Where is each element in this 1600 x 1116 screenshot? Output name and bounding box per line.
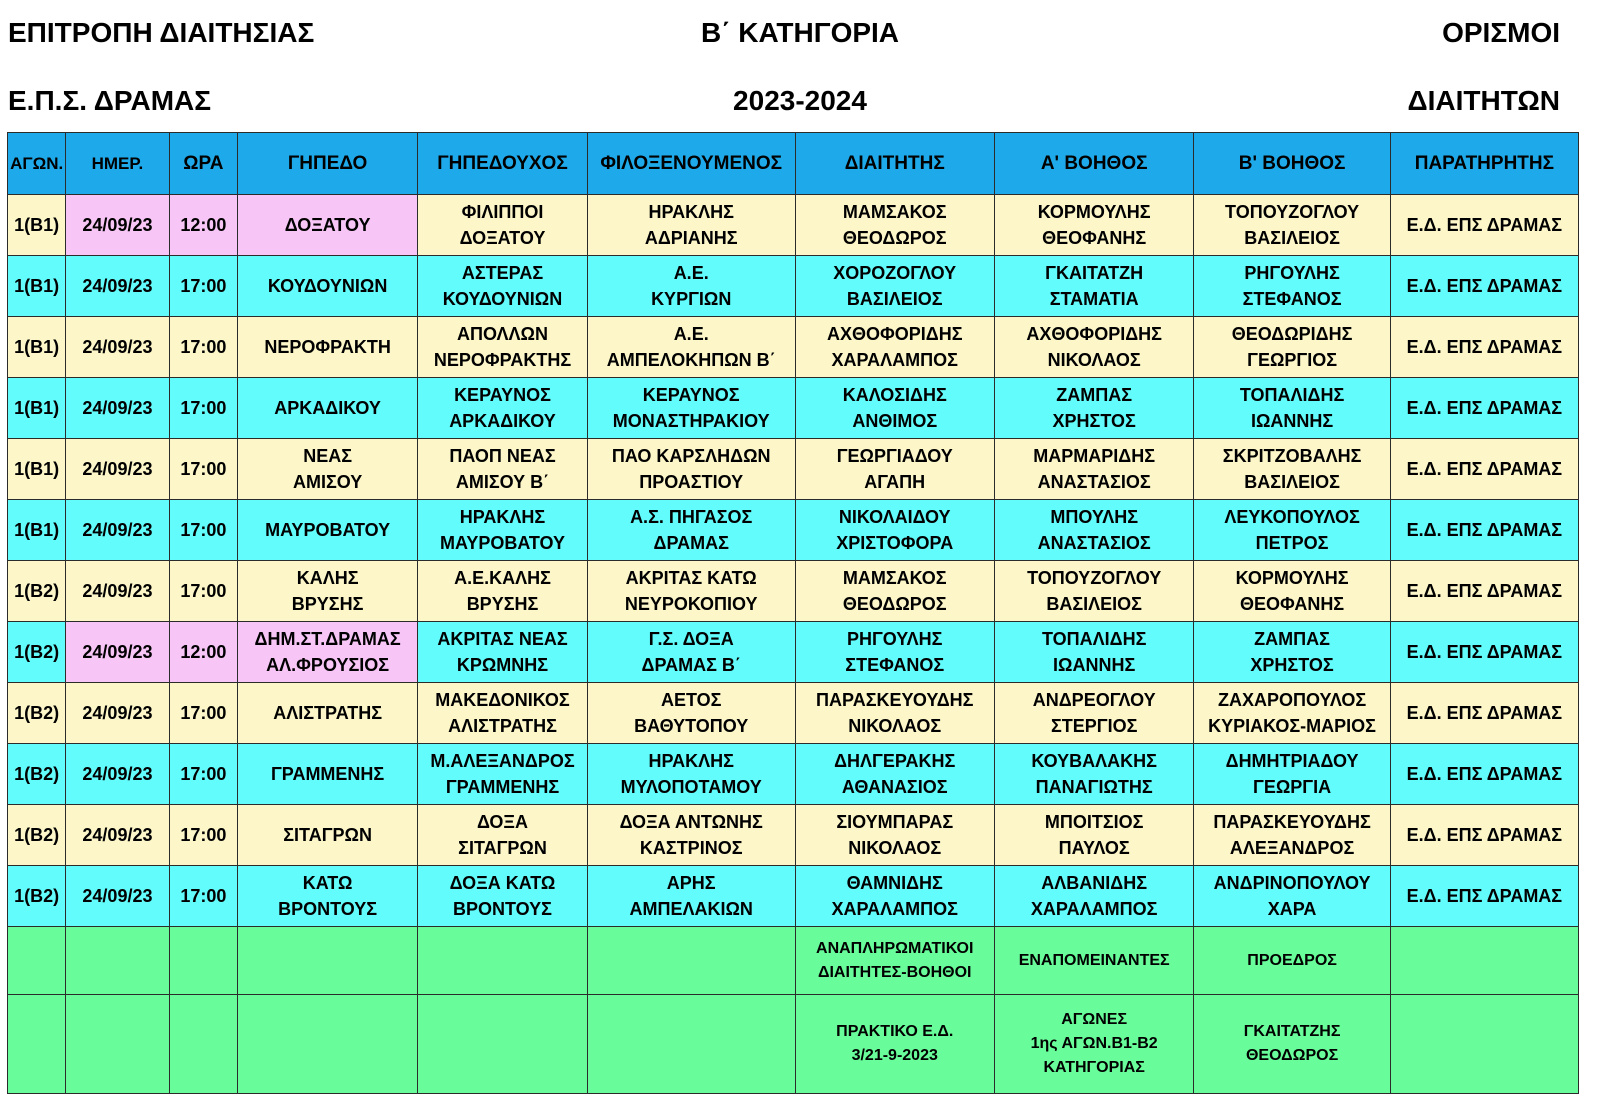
referee: ΧΟΡΟΖΟΓΛΟΥ ΒΑΣΙΛΕΙΟΣ — [795, 256, 994, 317]
table-row — [8, 683, 1579, 744]
home-team: Α.Ε.ΚΑΛΗΣ ΒΡΥΣΗΣ — [418, 561, 588, 622]
match-field: ΔΟΞΑΤΟΥ — [238, 195, 418, 256]
match-field: ΝΕΡΟΦΡΑΚΤΗ — [238, 317, 418, 378]
empty-cell — [66, 995, 169, 1094]
table-row — [8, 378, 1579, 439]
referee: ΜΑΜΣΑΚΟΣ ΘΕΟΔΩΡΟΣ — [795, 195, 994, 256]
observer: Ε.Δ. ΕΠΣ ΔΡΑΜΑΣ — [1390, 744, 1578, 805]
match-field: ΔΗΜ.ΣΤ.ΔΡΑΜΑΣ ΑΛ.ΦΡΟΥΣΙΟΣ — [238, 622, 418, 683]
table-row — [8, 439, 1579, 500]
match-date: 24/09/23 — [66, 683, 169, 744]
match-field: ΣΙΤΑΓΡΩΝ — [238, 805, 418, 866]
home-team: ΜΑΚΕΔΟΝΙΚΟΣ ΑΛΙΣΤΡΑΤΗΣ — [418, 683, 588, 744]
match-time: 17:00 — [169, 805, 238, 866]
away-team: ΗΡΑΚΛΗΣ ΜΥΛΟΠΟΤΑΜΟΥ — [587, 744, 795, 805]
match-time: 17:00 — [169, 378, 238, 439]
table-row — [8, 561, 1579, 622]
empty-cell — [1390, 927, 1578, 995]
assistant-1: ΜΠΟΙΤΣΙΟΣ ΠΑΥΛΟΣ — [994, 805, 1193, 866]
col-header-home: ΓΗΠΕΔΟΥΧΟΣ — [418, 133, 588, 195]
away-team: ΠΑΟ ΚΑΡΣΛΗΔΩΝ ΠΡΟΑΣΤΙΟΥ — [587, 439, 795, 500]
col-header-assistant2: Β' ΒΟΗΘΟΣ — [1194, 133, 1390, 195]
away-team: ΑΡΗΣ ΑΜΠΕΛΑΚΙΩΝ — [587, 866, 795, 927]
home-team: ΚΕΡΑΥΝΟΣ ΑΡΚΑΔΙΚΟΥ — [418, 378, 588, 439]
assistant-1: ΜΠΟΥΛΗΣ ΑΝΑΣΤΑΣΙΟΣ — [994, 500, 1193, 561]
assistant-2: ΖΑΧΑΡΟΠΟΥΛΟΣ ΚΥΡΙΑΚΟΣ-ΜΑΡΙΟΣ — [1194, 683, 1390, 744]
away-team: ΑΚΡΙΤΑΣ ΚΑΤΩ ΝΕΥΡΟΚΟΠΙΟΥ — [587, 561, 795, 622]
president-label: ΠΡΟΕΔΡΟΣ — [1194, 927, 1390, 995]
match-date: 24/09/23 — [66, 500, 169, 561]
home-team: Μ.ΑΛΕΞΑΝΔΡΟΣ ΓΡΑΜΜΕΝΗΣ — [418, 744, 588, 805]
match-date: 24/09/23 — [66, 195, 169, 256]
assistant-2: ΘΕΟΔΩΡΙΔΗΣ ΓΕΩΡΓΙΟΣ — [1194, 317, 1390, 378]
federation-title: Ε.Π.Σ. ΔΡΑΜΑΣ — [8, 85, 212, 116]
match-field: ΑΡΚΑΔΙΚΟΥ — [238, 378, 418, 439]
assistant-2: ΛΕΥΚΟΠΟΥΛΟΣ ΠΕΤΡΟΣ — [1194, 500, 1390, 561]
table-row — [8, 317, 1579, 378]
assistant-2: ΤΟΠΟΥΖΟΓΛΟΥ ΒΑΣΙΛΕΙΟΣ — [1194, 195, 1390, 256]
empty-cell — [587, 995, 795, 1094]
referee: ΜΑΜΣΑΚΟΣ ΘΕΟΔΩΡΟΣ — [795, 561, 994, 622]
assistant-1: ΑΛΒΑΝΙΔΗΣ ΧΑΡΑΛΑΜΠΟΣ — [994, 866, 1193, 927]
assistant-1: ΜΑΡΜΑΡΙΔΗΣ ΑΝΑΣΤΑΣΙΟΣ — [994, 439, 1193, 500]
match-code: 1(Β2) — [8, 622, 66, 683]
match-time: 17:00 — [169, 866, 238, 927]
empty-cell — [8, 927, 66, 995]
match-code: 1(Β1) — [8, 500, 66, 561]
referee: ΘΑΜΝΙΔΗΣ ΧΑΡΑΛΑΜΠΟΣ — [795, 866, 994, 927]
assistant-1: ΑΝΔΡΕΟΓΛΟΥ ΣΤΕΡΓΙΟΣ — [994, 683, 1193, 744]
assistant-2: ΠΑΡΑΣΚΕΥΟΥΔΗΣ ΑΛΕΞΑΝΔΡΟΣ — [1194, 805, 1390, 866]
season-title: 2023-2024 — [733, 85, 867, 116]
match-date: 24/09/23 — [66, 378, 169, 439]
away-team: Α.Ε. ΑΜΠΕΛΟΚΗΠΩΝ Β΄ — [587, 317, 795, 378]
home-team: ΦΙΛΙΠΠΟΙ ΔΟΞΑΤΟΥ — [418, 195, 588, 256]
empty-cell — [66, 927, 169, 995]
assistant-1: ΤΟΠΟΥΖΟΓΛΟΥ ΒΑΣΙΛΕΙΟΣ — [994, 561, 1193, 622]
match-field: ΝΕΑΣ ΑΜΙΣΟΥ — [238, 439, 418, 500]
match-code: 1(Β2) — [8, 866, 66, 927]
match-code: 1(Β1) — [8, 378, 66, 439]
assistant-2: ΖΑΜΠΑΣ ΧΡΗΣΤΟΣ — [1194, 622, 1390, 683]
observer: Ε.Δ. ΕΠΣ ΔΡΑΜΑΣ — [1390, 561, 1578, 622]
match-date: 24/09/23 — [66, 561, 169, 622]
home-team: ΑΠΟΛΛΩΝ ΝΕΡΟΦΡΑΚΤΗΣ — [418, 317, 588, 378]
minutes-reference: ΠΡΑΚΤΙΚΟ Ε.Δ. 3/21-9-2023 — [795, 995, 994, 1094]
home-team: ΠΑΟΠ ΝΕΑΣ ΑΜΙΣΟΥ Β΄ — [418, 439, 588, 500]
referee: ΚΑΛΟΣΙΔΗΣ ΑΝΘΙΜΟΣ — [795, 378, 994, 439]
table-header-row — [8, 133, 1579, 195]
footer-row-minutes — [8, 995, 1579, 1094]
referee: ΑΧΘΟΦΟΡΙΔΗΣ ΧΑΡΑΛΑΜΠΟΣ — [795, 317, 994, 378]
match-time: 17:00 — [169, 500, 238, 561]
home-team: ΑΣΤΕΡΑΣ ΚΟΥΔΟΥΝΙΩΝ — [418, 256, 588, 317]
matches-reference: ΑΓΩΝΕΣ 1ης ΑΓΩΝ.Β1-Β2 ΚΑΤΗΓΟΡΙΑΣ — [994, 995, 1193, 1094]
match-code: 1(Β2) — [8, 561, 66, 622]
assistant-2: ΑΝΔΡΙΝΟΠΟΥΛΟΥ ΧΑΡΑ — [1194, 866, 1390, 927]
assistant-1: ΑΧΘΟΦΟΡΙΔΗΣ ΝΙΚΟΛΑΟΣ — [994, 317, 1193, 378]
away-team: ΚΕΡΑΥΝΟΣ ΜΟΝΑΣΤΗΡΑΚΙΟΥ — [587, 378, 795, 439]
table-row — [8, 622, 1579, 683]
col-header-match: ΑΓΩΝ. — [8, 133, 66, 195]
match-date: 24/09/23 — [66, 866, 169, 927]
president-name: ΓΚΑΙΤΑΤΖΗΣ ΘΕΟΔΩΡΟΣ — [1194, 995, 1390, 1094]
match-date: 24/09/23 — [66, 256, 169, 317]
committee-title: ΕΠΙΤΡΟΠΗ ΔΙΑΙΤΗΣΙΑΣ — [8, 17, 315, 48]
observer: Ε.Δ. ΕΠΣ ΔΡΑΜΑΣ — [1390, 439, 1578, 500]
empty-cell — [238, 995, 418, 1094]
assistant-2: ΚΟΡΜΟΥΛΗΣ ΘΕΟΦΑΝΗΣ — [1194, 561, 1390, 622]
empty-cell — [1390, 995, 1578, 1094]
match-time: 17:00 — [169, 439, 238, 500]
away-team: ΑΕΤΟΣ ΒΑΘΥΤΟΠΟΥ — [587, 683, 795, 744]
observer: Ε.Δ. ΕΠΣ ΔΡΑΜΑΣ — [1390, 683, 1578, 744]
observer: Ε.Δ. ΕΠΣ ΔΡΑΜΑΣ — [1390, 256, 1578, 317]
assignments-title: ΟΡΙΣΜΟΙ — [1442, 17, 1560, 48]
match-code: 1(Β2) — [8, 683, 66, 744]
referees-title: ΔΙΑΙΤΗΤΩΝ — [1407, 85, 1560, 116]
match-field: ΚΟΥΔΟΥΝΙΩΝ — [238, 256, 418, 317]
empty-cell — [169, 927, 238, 995]
empty-cell — [587, 927, 795, 995]
match-code: 1(Β1) — [8, 439, 66, 500]
match-date: 24/09/23 — [66, 744, 169, 805]
match-time: 12:00 — [169, 622, 238, 683]
empty-cell — [418, 927, 588, 995]
referee-schedule-table — [7, 132, 1579, 1094]
table-row — [8, 500, 1579, 561]
referee: ΔΗΛΓΕΡΑΚΗΣ ΑΘΑΝΑΣΙΟΣ — [795, 744, 994, 805]
match-time: 17:00 — [169, 683, 238, 744]
match-field: ΜΑΥΡΟΒΑΤΟΥ — [238, 500, 418, 561]
match-field: ΚΑΤΩ ΒΡΟΝΤΟΥΣ — [238, 866, 418, 927]
match-time: 17:00 — [169, 744, 238, 805]
match-time: 17:00 — [169, 317, 238, 378]
observer: Ε.Δ. ΕΠΣ ΔΡΑΜΑΣ — [1390, 805, 1578, 866]
observer: Ε.Δ. ΕΠΣ ΔΡΑΜΑΣ — [1390, 866, 1578, 927]
observer: Ε.Δ. ΕΠΣ ΔΡΑΜΑΣ — [1390, 195, 1578, 256]
match-code: 1(Β2) — [8, 805, 66, 866]
away-team: ΗΡΑΚΛΗΣ ΑΔΡΙΑΝΗΣ — [587, 195, 795, 256]
match-time: 17:00 — [169, 256, 238, 317]
remaining-label: ΕΝΑΠΟΜΕΙΝΑΝΤΕΣ — [994, 927, 1193, 995]
assistant-1: ΖΑΜΠΑΣ ΧΡΗΣΤΟΣ — [994, 378, 1193, 439]
away-team: Α.Σ. ΠΗΓΑΣΟΣ ΔΡΑΜΑΣ — [587, 500, 795, 561]
home-team: ΔΟΞΑ ΣΙΤΑΓΡΩΝ — [418, 805, 588, 866]
match-field: ΑΛΙΣΤΡΑΤΗΣ — [238, 683, 418, 744]
match-time: 12:00 — [169, 195, 238, 256]
referee: ΠΑΡΑΣΚΕΥΟΥΔΗΣ ΝΙΚΟΛΑΟΣ — [795, 683, 994, 744]
assistant-1: ΚΟΡΜΟΥΛΗΣ ΘΕΟΦΑΝΗΣ — [994, 195, 1193, 256]
observer: Ε.Δ. ΕΠΣ ΔΡΑΜΑΣ — [1390, 317, 1578, 378]
table-row — [8, 744, 1579, 805]
home-team: ΗΡΑΚΛΗΣ ΜΑΥΡΟΒΑΤΟΥ — [418, 500, 588, 561]
match-code: 1(Β1) — [8, 195, 66, 256]
category-title: Β΄ ΚΑΤΗΓΟΡΙΑ — [700, 17, 900, 48]
match-code: 1(Β2) — [8, 744, 66, 805]
table-row — [8, 256, 1579, 317]
match-field: ΓΡΑΜΜΕΝΗΣ — [238, 744, 418, 805]
match-code: 1(Β1) — [8, 317, 66, 378]
col-header-field: ΓΗΠΕΔΟ — [238, 133, 418, 195]
referee: ΣΙΟΥΜΠΑΡΑΣ ΝΙΚΟΛΑΟΣ — [795, 805, 994, 866]
empty-cell — [418, 995, 588, 1094]
observer: Ε.Δ. ΕΠΣ ΔΡΑΜΑΣ — [1390, 622, 1578, 683]
referee: ΝΙΚΟΛΑΙΔΟΥ ΧΡΙΣΤΟΦΟΡΑ — [795, 500, 994, 561]
match-date: 24/09/23 — [66, 805, 169, 866]
observer: Ε.Δ. ΕΠΣ ΔΡΑΜΑΣ — [1390, 378, 1578, 439]
col-header-away: ΦΙΛΟΞΕΝΟΥΜΕΝΟΣ — [587, 133, 795, 195]
table-row — [8, 866, 1579, 927]
referee: ΡΗΓΟΥΛΗΣ ΣΤΕΦΑΝΟΣ — [795, 622, 994, 683]
col-header-referee: ΔΙΑΙΤΗΤΗΣ — [795, 133, 994, 195]
referee: ΓΕΩΡΓΙΑΔΟΥ ΑΓΑΠΗ — [795, 439, 994, 500]
match-date: 24/09/23 — [66, 317, 169, 378]
col-header-observer: ΠΑΡΑΤΗΡΗΤΗΣ — [1390, 133, 1578, 195]
empty-cell — [238, 927, 418, 995]
table-row — [8, 195, 1579, 256]
assistant-1: ΓΚΑΙΤΑΤΖΗ ΣΤΑΜΑΤΙΑ — [994, 256, 1193, 317]
match-field: ΚΑΛΗΣ ΒΡΥΣΗΣ — [238, 561, 418, 622]
assistant-2: ΔΗΜΗΤΡΙΑΔΟΥ ΓΕΩΡΓΙΑ — [1194, 744, 1390, 805]
away-team: Γ.Σ. ΔΟΞΑ ΔΡΑΜΑΣ Β΄ — [587, 622, 795, 683]
assistant-2: ΤΟΠΑΛΙΔΗΣ ΙΩΑΝΝΗΣ — [1194, 378, 1390, 439]
match-date: 24/09/23 — [66, 439, 169, 500]
col-header-time: ΩΡΑ — [169, 133, 238, 195]
table-row — [8, 805, 1579, 866]
assistant-1: ΤΟΠΑΛΙΔΗΣ ΙΩΑΝΝΗΣ — [994, 622, 1193, 683]
empty-cell — [169, 995, 238, 1094]
match-time: 17:00 — [169, 561, 238, 622]
match-date: 24/09/23 — [66, 622, 169, 683]
assistant-2: ΣΚΡΙΤΖΟΒΑΛΗΣ ΒΑΣΙΛΕΙΟΣ — [1194, 439, 1390, 500]
substitutes-label: ΑΝΑΠΛΗΡΩΜΑΤΙΚΟΙ ΔΙΑΙΤΗΤΕΣ-ΒΟΗΘΟΙ — [795, 927, 994, 995]
col-header-date: ΗΜΕΡ. — [66, 133, 169, 195]
observer: Ε.Δ. ΕΠΣ ΔΡΑΜΑΣ — [1390, 500, 1578, 561]
away-team: ΔΟΞΑ ΑΝΤΩΝΗΣ ΚΑΣΤΡΙΝΟΣ — [587, 805, 795, 866]
col-header-assistant1: Α' ΒΟΗΘΟΣ — [994, 133, 1193, 195]
assistant-2: ΡΗΓΟΥΛΗΣ ΣΤΕΦΑΝΟΣ — [1194, 256, 1390, 317]
away-team: Α.Ε. ΚΥΡΓΙΩΝ — [587, 256, 795, 317]
empty-cell — [8, 995, 66, 1094]
home-team: ΔΟΞΑ ΚΑΤΩ ΒΡΟΝΤΟΥΣ — [418, 866, 588, 927]
home-team: ΑΚΡΙΤΑΣ ΝΕΑΣ ΚΡΩΜΝΗΣ — [418, 622, 588, 683]
assistant-1: ΚΟΥΒΑΛΑΚΗΣ ΠΑΝΑΓΙΩΤΗΣ — [994, 744, 1193, 805]
match-code: 1(Β1) — [8, 256, 66, 317]
footer-row-substitutes — [8, 927, 1579, 995]
